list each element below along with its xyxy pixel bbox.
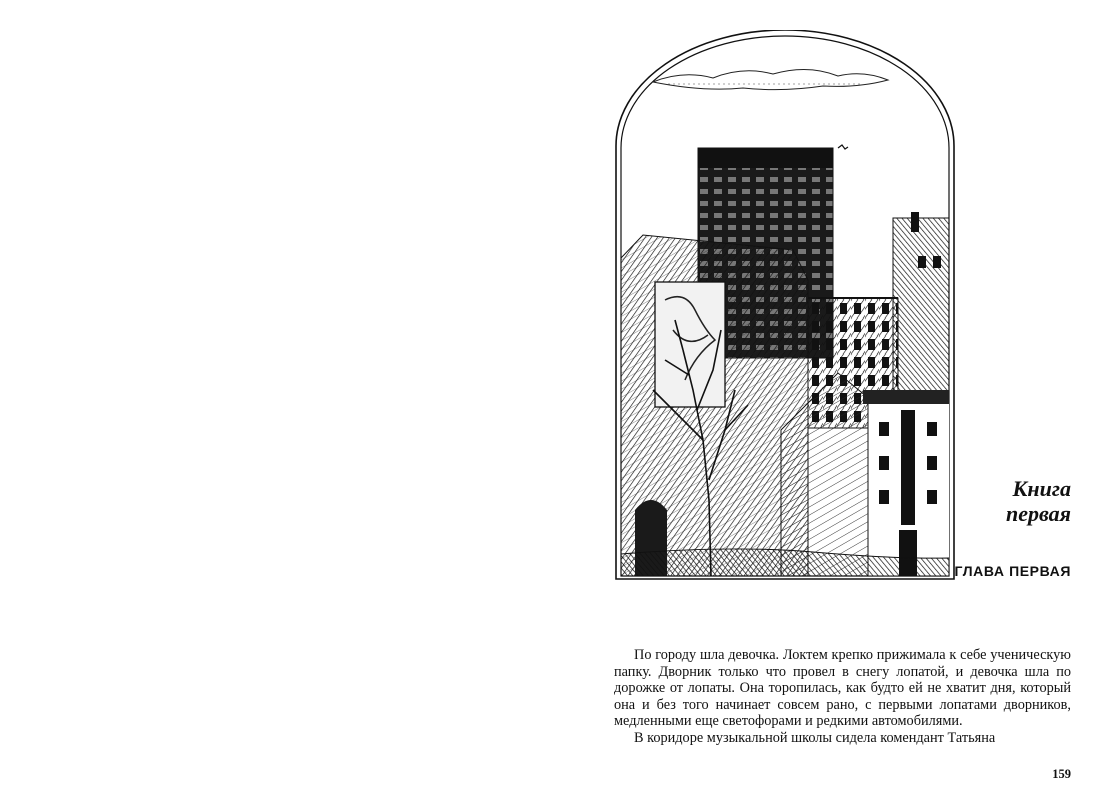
left-page-blank	[0, 0, 557, 800]
book-title-line2: первая	[1005, 501, 1071, 526]
paragraph-2: В коридоре музыкальной школы сидела комендант Татьяна	[634, 729, 996, 746]
page-number: 159	[1052, 767, 1071, 781]
book-title	[1006, 476, 1071, 526]
paragraph-1: По городу шла девочка. Локтем крепко прижимала к себе ученическую папку. Дворник только что провел в снегу лопатой, и девочка шла по дорожке от лопаты. Она торопилась, как будто ей не хватит дня, который она и без того начинает совсем рано, с первыми лопатами дворников, медленными еще светофорами и редкими автомобилями.	[614, 647, 1071, 730]
chapter-title: ГЛАВА ПЕРВАЯ	[954, 563, 1071, 579]
body-text	[614, 647, 1071, 747]
city-courtyard-illustration	[613, 30, 957, 580]
right-page	[557, 0, 1115, 800]
book-title-line1: Книга	[1012, 476, 1071, 501]
